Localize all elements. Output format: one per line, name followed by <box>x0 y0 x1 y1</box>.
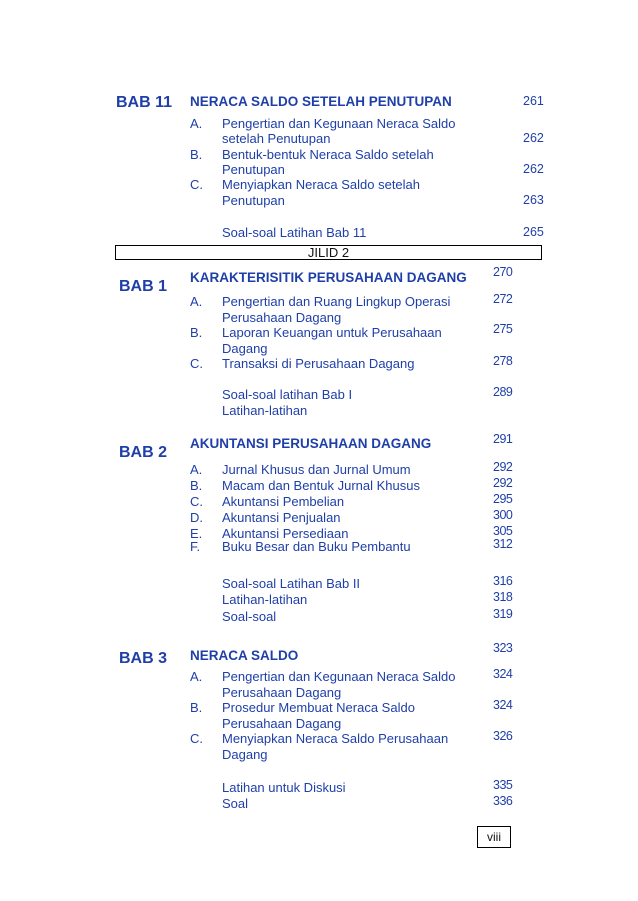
extra-page: 316 <box>493 574 513 588</box>
item-page: 278 <box>493 354 513 368</box>
item-text-cont[interactable]: Perusahaan Dagang <box>222 716 342 731</box>
item-letter: A. <box>190 294 203 309</box>
item-letter: A. <box>190 462 203 477</box>
item-page: 262 <box>523 162 544 176</box>
extra-text[interactable]: Soal-soal <box>222 609 277 624</box>
extra-text[interactable]: Soal-soal Latihan Bab II <box>222 576 361 591</box>
item-page: 324 <box>493 698 513 712</box>
item-text[interactable]: Macam dan Bentuk Jurnal Khusus <box>222 478 420 493</box>
item-page: 326 <box>493 729 513 743</box>
item-page: 324 <box>493 667 513 681</box>
chapter-label: BAB 3 <box>119 650 168 667</box>
page-number: viii <box>477 826 511 848</box>
item-text[interactable]: Pengertian dan Kegunaan Neraca Saldo <box>222 116 456 131</box>
item-text[interactable]: Buku Besar dan Buku Pembantu <box>222 539 411 554</box>
item-text-cont[interactable]: Dagang <box>222 341 268 356</box>
item-letter: B. <box>190 147 203 162</box>
item-letter: F. <box>190 539 201 554</box>
chapter-label: BAB 2 <box>119 444 168 461</box>
item-text[interactable]: Jurnal Khusus dan Jurnal Umum <box>222 462 411 477</box>
item-letter: C. <box>190 177 203 192</box>
item-text[interactable]: Transaksi di Perusahaan Dagang <box>222 356 415 371</box>
extra-page: 319 <box>493 607 513 621</box>
item-page: 305 <box>493 524 513 538</box>
item-letter: A. <box>190 116 203 131</box>
item-text-cont[interactable]: Perusahaan Dagang <box>222 685 342 700</box>
item-letter: A. <box>190 669 203 684</box>
item-text-cont[interactable]: setelah Penutupan <box>222 131 331 146</box>
item-page: 263 <box>523 193 544 207</box>
item-text[interactable]: Akuntansi Penjualan <box>222 510 341 525</box>
item-page: 292 <box>493 460 513 474</box>
extra-text[interactable]: Latihan-latihan <box>222 592 308 607</box>
chapter-page: 270 <box>493 265 513 279</box>
item-text-cont[interactable]: Penutupan <box>222 162 285 177</box>
item-letter: B. <box>190 700 203 715</box>
chapter-page: 261 <box>523 94 544 108</box>
item-page: 312 <box>493 537 513 551</box>
item-letter: C. <box>190 731 203 746</box>
item-text[interactable]: Akuntansi Persediaan <box>222 526 349 541</box>
item-text-cont[interactable]: Penutupan <box>222 193 285 208</box>
extra-text[interactable]: Soal-soal latihan Bab I <box>222 387 353 402</box>
item-letter: E. <box>190 526 203 541</box>
chapter-page: 291 <box>493 432 513 446</box>
chapter-title[interactable]: NERACA SALDO <box>190 648 299 663</box>
item-text[interactable]: Pengertian dan Ruang Lingkup Operasi <box>222 294 451 309</box>
item-text[interactable]: Bentuk-bentuk Neraca Saldo setelah <box>222 147 434 162</box>
item-page: 300 <box>493 508 513 522</box>
item-text-cont[interactable]: Perusahaan Dagang <box>222 310 342 325</box>
extra-page: 318 <box>493 590 513 604</box>
item-page: 272 <box>493 292 513 306</box>
item-text[interactable]: Prosedur Membuat Neraca Saldo <box>222 700 415 715</box>
extra-page: 289 <box>493 385 513 399</box>
chapter-title[interactable]: AKUNTANSI PERUSAHAAN DAGANG <box>190 436 432 451</box>
item-letter: D. <box>190 510 203 525</box>
item-text[interactable]: Laporan Keuangan untuk Perusahaan <box>222 325 442 340</box>
item-page: 295 <box>493 492 513 506</box>
item-text[interactable]: Akuntansi Pembelian <box>222 494 345 509</box>
item-text[interactable]: Menyiapkan Neraca Saldo Perusahaan <box>222 731 449 746</box>
chapter-page: 323 <box>493 641 513 655</box>
item-letter: B. <box>190 325 203 340</box>
extra-text[interactable]: Soal <box>222 796 249 811</box>
extra-text[interactable]: Soal-soal Latihan Bab 11 <box>222 225 367 240</box>
extra-page: 265 <box>523 225 544 239</box>
chapter-title[interactable]: KARAKTERISITIK PERUSAHAAN DAGANG <box>190 270 467 285</box>
extra-text[interactable]: Latihan-latihan <box>222 403 308 418</box>
chapter-label: BAB 1 <box>119 278 168 295</box>
volume-banner: JILID 2 <box>115 245 542 260</box>
extra-page: 336 <box>493 794 513 808</box>
item-page: 292 <box>493 476 513 490</box>
item-page: 262 <box>523 131 544 145</box>
extra-text[interactable]: Latihan untuk Diskusi <box>222 780 346 795</box>
extra-page: 335 <box>493 778 513 792</box>
item-text[interactable]: Menyiapkan Neraca Saldo setelah <box>222 177 421 192</box>
chapter-title[interactable]: NERACA SALDO SETELAH PENUTUPAN <box>190 94 452 109</box>
item-page: 275 <box>493 322 513 336</box>
chapter-label: BAB 11 <box>116 94 173 111</box>
item-letter: B. <box>190 478 203 493</box>
item-text[interactable]: Pengertian dan Kegunaan Neraca Saldo <box>222 669 456 684</box>
item-letter: C. <box>190 494 203 509</box>
item-text-cont[interactable]: Dagang <box>222 747 268 762</box>
item-letter: C. <box>190 356 203 371</box>
